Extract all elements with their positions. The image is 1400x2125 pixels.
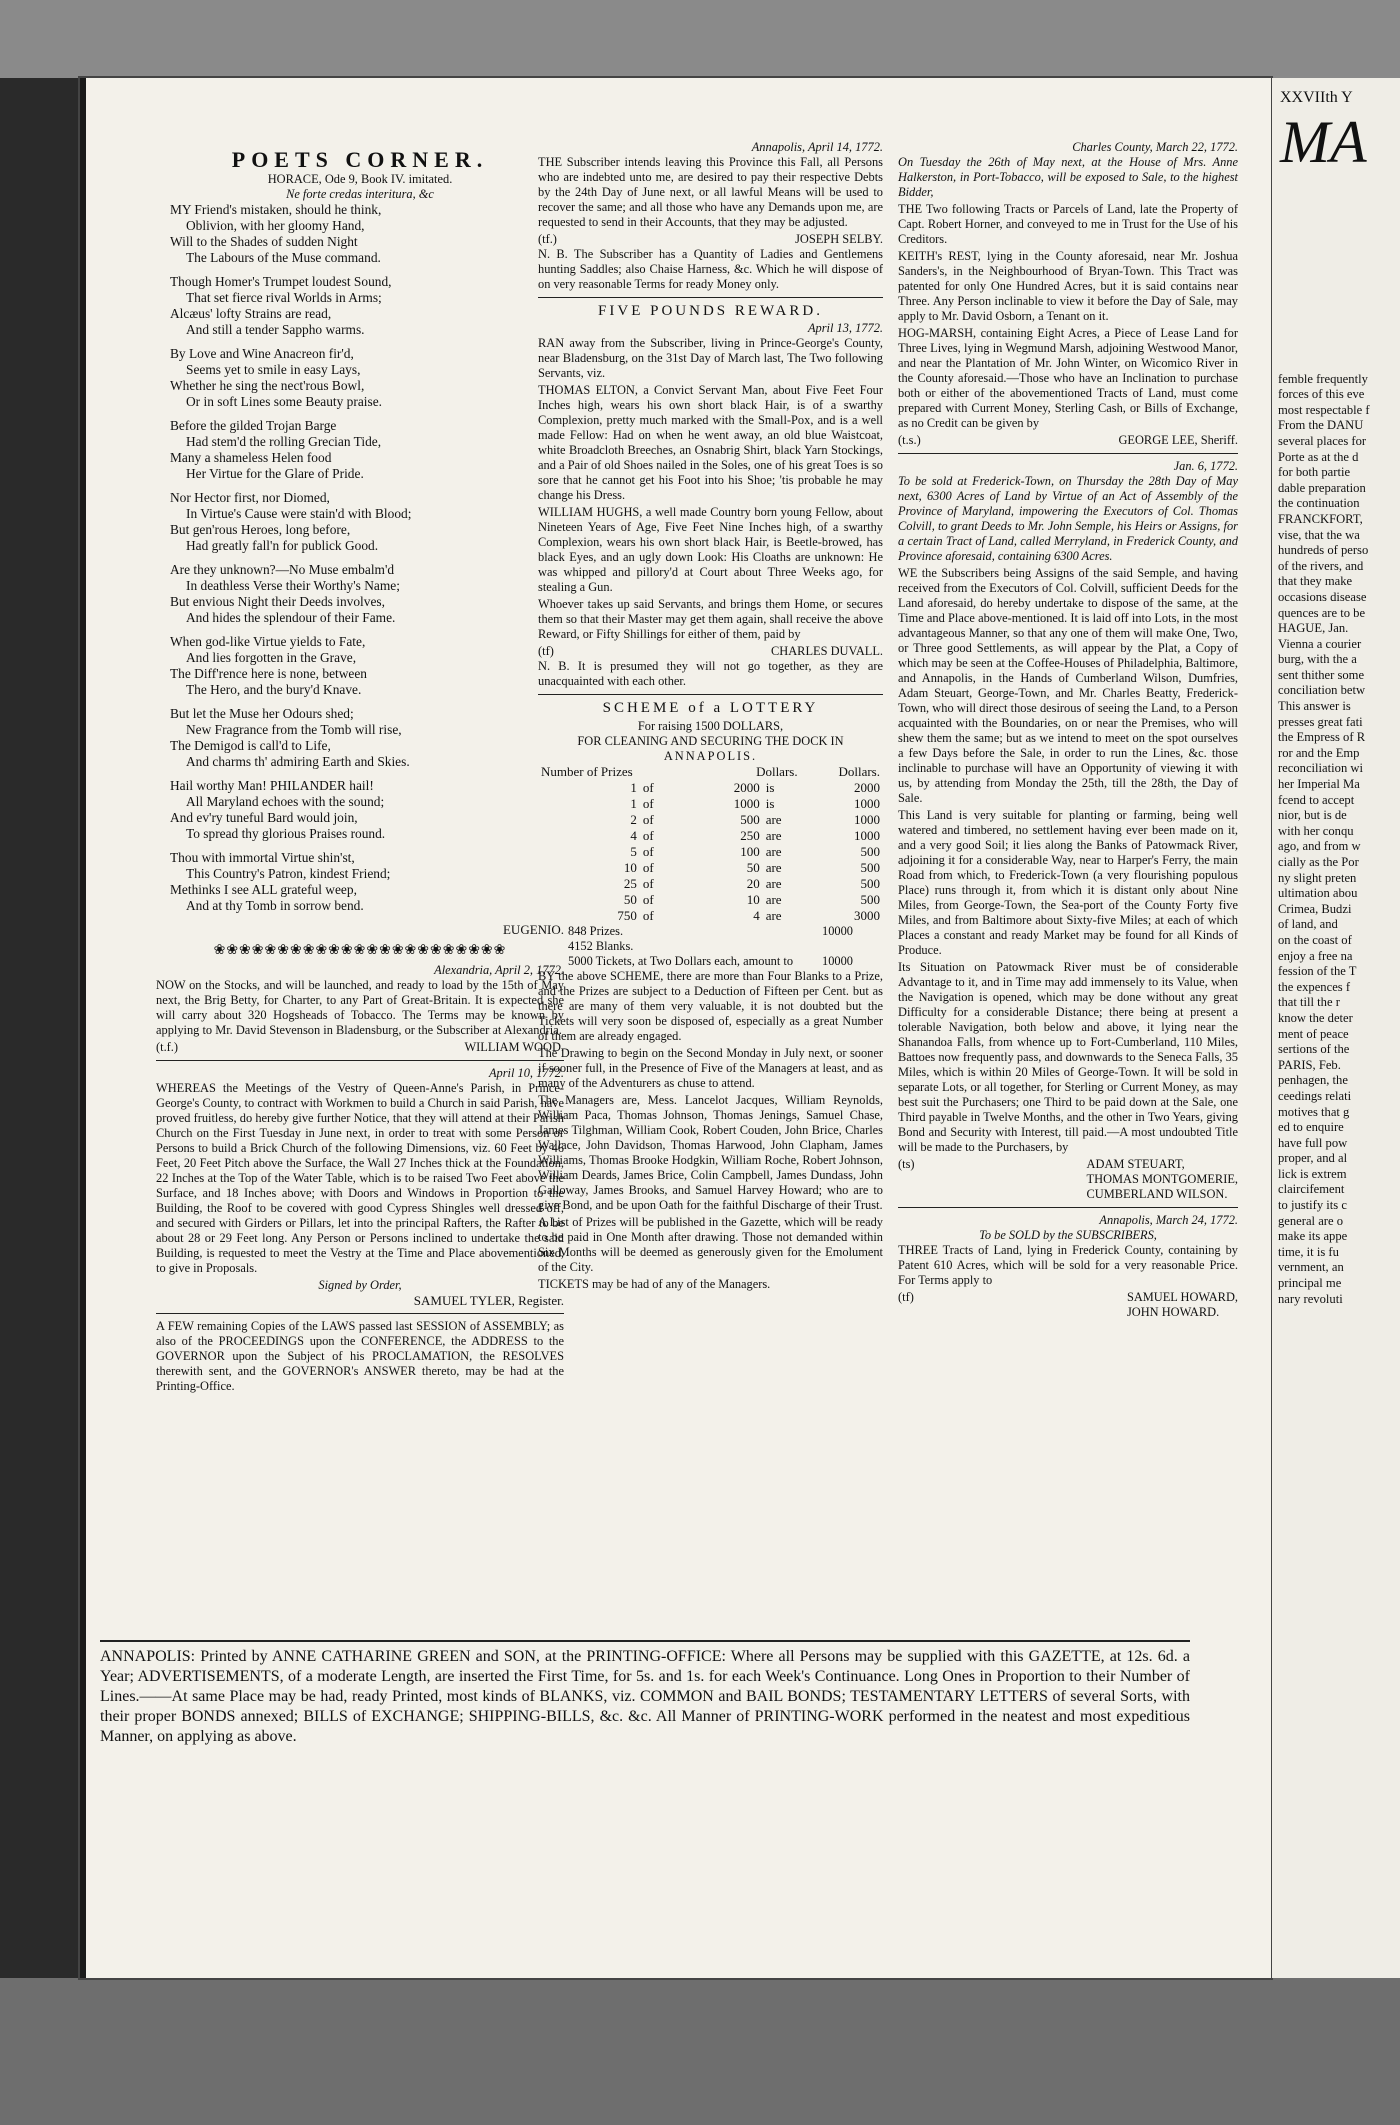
prize-row — [538, 780, 883, 796]
poem-signature: EUGENIO. — [502, 922, 564, 938]
ad-church-signed: Signed by Order, — [318, 1278, 402, 1293]
ad-reward-p1: THOMAS ELTON, a Convict Servant Man, about Five Feet Four Inches high, wears his own short black Hair, is of a swarthy Complexion, pretty much marked with the Small-Pox, and is a well made Fellow: Had on when he went away, an old blue Waistcoat, white Broadcloth Breeches, an Osnabrig Shirt, black Yarn Stockings, and a Pair of old Shoes nailed in the Soles, one of his great Toes is so sore that he cannot get his Foot into his Shoe; 'tis probable he may change his Dress. — [538, 383, 883, 503]
poem-line: And lies forgotten in the Grave, — [186, 650, 357, 666]
ad-reward-dateline: April 13, 1772. — [807, 321, 883, 336]
ad-howard-dateline: Annapolis, March 24, 1772. — [1099, 1213, 1238, 1227]
next-page-line: enjoy a free na — [1278, 948, 1353, 963]
next-page-line: conciliation betw — [1278, 683, 1366, 698]
ad-church-dateline: April 10, 1772. — [488, 1066, 564, 1081]
prize-cell: of — [642, 875, 654, 891]
scan-top-margin — [0, 0, 1400, 78]
lottery-raising: For raising 1500 DOLLARS, — [637, 718, 784, 733]
prize-cell: are — [765, 827, 782, 843]
ad-howard-signature: SAMUEL HOWARD, — [1126, 1290, 1238, 1304]
poem-line: The Labours of the Muse command. — [186, 250, 381, 266]
prize-cell: 100 — [740, 843, 760, 859]
prize-cell: are — [765, 875, 782, 891]
ad-reward-heading: FIVE POUNDS REWARD. — [598, 303, 823, 319]
ad-reward — [538, 303, 883, 689]
next-page-line: ror and the Emp — [1278, 745, 1360, 760]
ad-wood-dateline: Alexandria, April 2, 1772. — [434, 963, 564, 978]
lottery-p2: The Drawing to begin on the Second Monday in July next, or sooner if sooner full, in the Presence of Five of the Managers at least, and as many of the Adventurers as chuse to attend. — [538, 1045, 883, 1090]
next-page-line: HAGUE, Jan. — [1278, 621, 1349, 636]
column-right — [898, 140, 1238, 1320]
poem-stanza — [156, 418, 564, 482]
next-page-line: vernment, an — [1278, 1260, 1344, 1275]
next-page-line: Crimea, Budzi — [1278, 901, 1352, 916]
prize-cell: 10 — [623, 859, 637, 875]
next-page-line: on the coast of — [1278, 932, 1352, 947]
ad-lee-body: On Tuesday the 26th of May next, at the House of Mrs. Anne Halkerston, in Port-Tobacco, will be exposed to Sale, to the highest Bidder, — [898, 155, 1238, 199]
lottery-heading: SCHEME of a LOTTERY — [602, 700, 819, 717]
poem-line: And at thy Tomb in sorrow bend. — [186, 898, 364, 914]
prize-cell: 2 — [630, 811, 637, 827]
prize-cell: 1 — [630, 795, 637, 811]
poem-stanza — [156, 346, 564, 410]
prize-cell: 50 — [623, 891, 637, 907]
next-page-line: quences are to be — [1278, 605, 1366, 620]
poem-stanza — [156, 562, 564, 626]
prize-cell: 250 — [740, 827, 760, 843]
ad-lee-p3: HOG-MARSH, containing Eight Acres, a Piece of Lease Land for Three Lives, lying in Wegmund Marsh, adjoining Westwood Manor, and near the Plantation of Mr. John Winter, on Wicomico River in the County aforesaid.—Those who have an Inclination to purchase both or either of the abovementioned Tracts of Land, must come prepared with Current Money, Sterling Cash, or Bills of Exchange, as no Credit can be given by — [898, 326, 1238, 430]
ad-frederick-signature: CUMBERLAND WILSON. — [1086, 1187, 1228, 1201]
poem-line: To spread thy glorious Praises round. — [186, 826, 386, 842]
poem-line: Though Homer's Trumpet loudest Sound, — [170, 274, 392, 290]
poem-line: The Demigod is call'd to Life, — [170, 738, 331, 754]
prize-cell: 25 — [623, 875, 637, 891]
poets-corner-title: POETS CORNER. — [231, 147, 489, 172]
next-page-line: PARIS, Feb. — [1278, 1057, 1341, 1072]
next-page-line: time, it is fu — [1278, 1244, 1339, 1259]
next-page-line: vise, that the wa — [1278, 527, 1360, 542]
poem-line: But gen'rous Heroes, long before, — [170, 522, 351, 538]
next-page-line: penhagen, the — [1278, 1073, 1348, 1088]
next-page-line: the continuation — [1278, 496, 1360, 511]
rule — [538, 297, 883, 298]
prize-cell: 50 — [746, 859, 760, 875]
next-page-line: have full pow — [1278, 1135, 1348, 1150]
next-page-line: This answer is — [1278, 699, 1351, 714]
next-page-line: fession of the T — [1278, 964, 1357, 979]
ad-lee-p1: THE Two following Tracts or Parcels of Land, late the Property of Capt. Robert Horner, and conveyed to me in Trust for the Use of his Creditors. — [898, 202, 1238, 246]
prize-row — [538, 844, 883, 860]
next-page-line: to justify its c — [1278, 1198, 1347, 1213]
prize-cell: 3000 — [854, 907, 880, 923]
prize-cell: are — [765, 859, 782, 875]
ad-howard-body: THREE Tracts of Land, lying in Frederick County, containing by Patent 610 Acres, which will be sold for a very reasonable Price. For Terms apply to — [898, 1243, 1238, 1287]
ad-frederick-heading: To be sold at Frederick-Town, on Thursday the 28th Day of May next, 6300 Acres of Land by Virtue of an Act of Assembly of the Province of Maryland, impowering the Executors of Col. Thomas Colvill, to grant Deeds to Mr. John Semple, his Heirs or Assigns, for a certain Tract of Land, called Merryland, in Frederick County, and Province aforesaid, containing 6300 Acres. — [898, 474, 1238, 563]
next-page-line: occasions disease — [1278, 589, 1367, 604]
ad-selby-body: THE Subscriber intends leaving this Province this Fall, all Persons who are indebted unto me, are desired to pay their respective Debts by the 24th Day of June next, or all lawful Means will be used to recover the same; and all those who have any Demands upon me, are requested to send in their Accounts, that they may be adjusted. — [538, 155, 883, 229]
prize-cell: 2000 — [733, 779, 760, 795]
ad-frederick-signature: THOMAS MONTGOMERIE, — [1086, 1172, 1238, 1186]
ad-wood-signature: WILLIAM WOOD. — [464, 1040, 564, 1055]
next-page-line: sent thither some — [1278, 667, 1365, 682]
poem-line: Hail worthy Man! PHILANDER hail! — [170, 778, 374, 794]
next-page-line: nary revoluti — [1278, 1291, 1343, 1306]
next-page-line: ed to enquire — [1278, 1120, 1344, 1135]
ad-frederick-dateline: Jan. 6, 1772. — [1173, 459, 1238, 473]
prize-row — [538, 860, 883, 876]
ad-wood — [156, 963, 564, 1055]
poem-line: And charms th' admiring Earth and Skies. — [186, 754, 410, 770]
prize-cell: are — [765, 907, 782, 923]
prize-cell: 1000 — [854, 811, 880, 827]
next-page-line: make its appe — [1278, 1229, 1348, 1244]
ad-frederick-p1: WE the Subscribers being Assigns of the said Semple, and having received from the Executors of Col. Colvill, sufficient Deeds for the Land aforesaid, do hereby undertake to dispose of the same, at the Time and Place above-mentioned. It is laid off into Lots, in the most advantageous Manner, so that any one of them will make One, Two, or Three good Settlements, as will appear by the Plat, a Copy of which may be seen at the Coffee-Houses of Philadelphia, Baltimore, and Annapolis, in the Hands of Cumberland Wilson, Dumfries, Adam Steuart, George-Town, and Mr. Charles Beatty, Frederick-Town, who will direct those desirous of seeing the Land, to a Person acquainted with the Boundaries, on or near the Premises, who will shew them the same; but as we intend to meet on the spot ourselves a few Days before the Sale, in order to run the Lines, &c. those inclinable to purchase will have an Opportunity of viewing it with us, by attending from Monday the 25th, till the 28th, the Day of Sale. — [898, 566, 1238, 805]
poem-line: New Fragrance from the Tomb will rise, — [186, 722, 402, 738]
next-page-line: with her conqu — [1278, 823, 1354, 838]
prize-cell: 5 — [630, 843, 637, 859]
ad-howard-tag: (tf) — [898, 1290, 914, 1304]
next-page-line: principal me — [1278, 1276, 1342, 1291]
poem-line: But envious Night their Deeds involves, — [170, 594, 385, 610]
next-page-masthead: MA — [1280, 108, 1367, 175]
prize-cell: 4 — [630, 827, 637, 843]
next-page-line: dable preparation — [1278, 480, 1366, 495]
prize-cell: of — [642, 891, 654, 907]
poem-line: Whether he sing the nect'rous Bowl, — [170, 378, 365, 394]
ad-selby — [538, 140, 883, 292]
ad-selby-signature: JOSEPH SELBY. — [795, 232, 883, 246]
prize-cell: 500 — [860, 875, 880, 891]
prize-row — [538, 908, 883, 924]
ad-frederick-p2: This Land is very suitable for planting or farming, being well watered and timbered, no settlement having ever been made on it, and a very good Soil; it lies along the Banks of Patowmack River, adjoining it for a considerable Way, near to Harper's Ferry, the main Road from which, to Frederick-Town (a very flourishing populous Place) runs through it, from which it is distant only about Nine Miles, from George-Town, the Sea-port of the County Forty five Miles, and from Baltimore about Sixty-five Miles; at each of which Places a constant and ready Market may be found for all Kinds of Produce. — [898, 808, 1238, 957]
col-header-prizes: Number of Prizes — [541, 763, 633, 779]
next-page-line: claircifement — [1278, 1182, 1345, 1197]
poem-line: The Diff'rence here is none, between — [170, 666, 367, 682]
lottery-place: ANNAPOLIS. — [663, 748, 758, 763]
next-page-line: FRANCKFORT, — [1278, 511, 1363, 526]
next-page-line: ment of peace — [1278, 1026, 1349, 1041]
poem-line: Many a shameless Helen food — [170, 450, 332, 466]
ad-church — [156, 1066, 564, 1308]
next-page-line: ceedings relati — [1278, 1088, 1352, 1103]
column-middle — [538, 140, 883, 1294]
ad-church-body: WHEREAS the Meetings of the Vestry of Queen-Anne's Parish, in Prince-George's County, to contract with Workmen to build a Church in said Parish, have proved fruitless, do hereby give further Notice, that they will attend at their Parish Church on the First Tuesday in June next, in order to treat with some Person or Persons to build a Brick Church of the following Dimensions, viz. 60 Feet by 46 Feet, 20 Feet Pitch above the Surface, the Wall 27 Inches thick at the Foundation, 22 Inches at the Top of the Water Table, which is to be raised Two Feet above the Surface, and 18 Inches above; with Doors and Windows in Proportion to the Building, the Roof to be covered with good Cypress Shingles well dressed off, and secured with Girders or Pillars, let into the principal Rafters, the Rafter to be about 28 or 29 Feet long. Any Person or Persons inclined to undertake the said Building, is requested to meet the Vestry at the Time and Place abovementioned, to give in Proposals. — [156, 1081, 564, 1276]
ad-lee-signature: GEORGE LEE, Sheriff. — [1118, 433, 1238, 447]
poem-stanza — [156, 634, 564, 698]
poem-line: But let the Muse her Odours shed; — [170, 706, 354, 722]
ad-frederick — [898, 459, 1238, 1202]
ad-howard — [898, 1213, 1238, 1320]
poem-stanza — [156, 850, 564, 914]
next-page-line: Porte as at the d — [1278, 449, 1359, 464]
poem-line: In Virtue's Cause were stain'd with Blood; — [186, 506, 412, 522]
poem-line: That set fierce rival Worlds in Arms; — [186, 290, 382, 306]
ad-laws — [156, 1319, 564, 1394]
prize-row — [538, 892, 883, 908]
rule — [898, 1207, 1238, 1208]
poem-line: Oblivion, with her gloomy Hand, — [186, 218, 365, 234]
tickets-line: 5000 Tickets, at Two Dollars each, amount to — [568, 953, 794, 968]
ad-howard-signature: JOHN HOWARD. — [1126, 1305, 1220, 1319]
poem-line: The Hero, and the bury'd Knave. — [186, 682, 362, 698]
ad-lee-dateline: Charles County, March 22, 1772. — [1072, 140, 1238, 154]
lottery-p5: TICKETS may be had of any of the Managers. — [538, 1276, 771, 1291]
lottery-p3: The Managers are, Mess. Lancelot Jacques, William Reynolds, William Paca, Thomas Johnson, Thomas Jenings, Samuel Chase, James Tilghman, William Cook, Robert Couden, John Brice, Charles Wallace, John Davidson, Thomas Harwood, John Clapham, James Williams, Thomas Brooke Hodgkin, William Roche, Robert Johnson, William Deards, James Brice, Colin Campbell, James Dundass, John Galloway, James Brooks, and Samuel Harvey Howard; who are to give Bond, and be upon Oath for the faithful Discharge of their Trust. — [538, 1092, 883, 1212]
ad-wood-body: NOW on the Stocks, and will be launched, and ready to load by the 15th of May next, the Brig Betty, for Charter, to any Part of Great-Britain. It is expected she will carry about 320 Hogsheads of Tobacco. The Terms may be known by applying to Mr. David Stevenson in Bladensburg, or the Subscriber at Alexandria. — [156, 978, 564, 1038]
next-page-line: forces of this eve — [1278, 387, 1365, 402]
next-page-line: that till the r — [1278, 995, 1340, 1010]
prize-cell: of — [642, 795, 654, 811]
next-page-line: femble frequently — [1278, 371, 1368, 386]
poem-line: And hides the splendour of their Fame. — [186, 610, 396, 626]
next-page-line: reconciliation wi — [1278, 761, 1363, 776]
prize-cell: are — [765, 843, 782, 859]
prize-cell: 2000 — [854, 779, 880, 795]
poem-line: MY Friend's mistaken, should he think, — [170, 202, 382, 218]
prize-cell: 750 — [617, 907, 637, 923]
poem-line: This Country's Patron, kindest Friend; — [186, 866, 391, 882]
poem-epigraph: Ne forte credas interitura, &c — [286, 187, 434, 202]
poem-line: In deathless Verse their Worthy's Name; — [186, 578, 400, 594]
prize-cell: are — [765, 891, 782, 907]
lottery-p4: A List of Prizes will be published in the Gazette, which will be ready to be paid in One Month after drawing. Those not demanded within Six Months will be deemed as generously given for the Emolument of the City. — [538, 1214, 883, 1274]
rule — [538, 694, 883, 695]
col-header-total: Dollars. — [838, 763, 880, 779]
prize-cell: 500 — [860, 891, 880, 907]
poem-subtitle: HORACE, Ode 9, Book IV. imitated. — [267, 172, 453, 187]
prize-row — [538, 876, 883, 892]
poem-line: Had stem'd the rolling Grecian Tide, — [186, 434, 382, 450]
prize-cell: of — [642, 859, 654, 875]
poem-stanza — [156, 274, 564, 338]
prize-cell: of — [642, 843, 654, 859]
ad-church-signature: SAMUEL TYLER, Register. — [413, 1293, 564, 1309]
next-page-line: most respectable f — [1278, 402, 1370, 417]
prizes-total: 848 Prizes. — [568, 923, 624, 938]
imprint-text: ANNAPOLIS: Printed by ANNE CATHARINE GREEN and SON, at the PRINTING-OFFICE: Where all Persons may be supplied with this GAZETTE, at 12s. 6d. a Year; ADVERTISEMENTS, of a moderate Length, are inserted the First Time, for 5s. and 1s. for each Week's Continuance. Long Ones in Proportion to their Number of Lines.——At same Place may be had, ready Printed, most kinds of BLANKS, viz. COMMON and BAIL BONDS; TESTAMENTARY LETTERS of several Sorts, with their proper BONDS annexed; BILLS of EXCHANGE; SHIPPING-BILLS, &c. &c. All Manner of PRINTING-WORK performed in the neatest and most expeditious Manner, on applying as above. — [100, 1648, 1190, 1745]
ad-reward-intro: RAN away from the Subscriber, living in Prince-George's County, near Bladensburg, on the 31st Day of March last, The Two following Servants, viz. — [538, 336, 883, 381]
column-left — [156, 140, 564, 1396]
ad-frederick-signature: ADAM STEUART, — [1086, 1157, 1185, 1171]
prize-cell: 1000 — [733, 795, 760, 811]
prize-cell: 500 — [740, 811, 760, 827]
next-page-line: From the DANU — [1278, 418, 1364, 433]
rule — [156, 1313, 564, 1314]
prize-cell: 4 — [753, 907, 760, 923]
ad-selby-nb: N. B. The Subscriber has a Quantity of Ladies and Gentlemens hunting Saddles; also Chaise Harness, &c. Which he will dispose of on very reasonable Terms for ready Money only. — [538, 247, 883, 291]
next-page-line: the expences f — [1278, 979, 1351, 994]
rule — [898, 453, 1238, 454]
poem-line: Alcæus' lofty Strains are read, — [170, 306, 332, 322]
ad-reward-p2: WILLIAM HUGHS, a well made Country born young Fellow, about Nineteen Years of Age, Five Feet Nine Inches high, of a swarthy Complexion, wears his own short black Hair, is Beetle-browed, has black Eyes, and an ugly down Look: His Cloaths are unknown: He was whipped and pillory'd at Court about Three Weeks ago, for stealing a Gun. — [538, 505, 883, 595]
prizes-sum: 10000 — [822, 923, 853, 938]
prize-cell: 20 — [746, 875, 760, 891]
next-page-line: several places for — [1278, 433, 1367, 448]
poem-line: All Maryland echoes with the sound; — [186, 794, 385, 810]
adjacent-page — [1272, 78, 1400, 1978]
prize-cell: are — [765, 811, 782, 827]
poem-stanza — [156, 706, 564, 770]
ad-frederick-tag: (ts) — [898, 1157, 915, 1171]
next-page-line: sertions of the — [1278, 1042, 1350, 1057]
next-page-line: know the deter — [1278, 1010, 1353, 1025]
poem-line: Had greatly fall'n for publick Good. — [186, 538, 379, 554]
ad-selby-tag: (tf.) — [538, 232, 557, 246]
next-page-line: ny slight preten — [1278, 870, 1357, 885]
next-page-line: cially as the Por — [1278, 855, 1359, 869]
prize-cell: is — [765, 779, 775, 795]
ad-lee-p2: KEITH's REST, lying in the County aforesaid, near Mr. Joshua Sanders's, in the Neighbourhood of Bryan-Town. This Tract was patented for only One Hundred Acres, but it is said contains near Three. Any Person inclinable to view it before the Day of Sale, may apply to Mr. David Osborn, a Tenant on it. — [898, 249, 1238, 323]
next-page-line: presses great fati — [1278, 714, 1363, 729]
poem-line: Methinks I see ALL grateful weep, — [170, 882, 357, 898]
poem-stanza — [156, 202, 564, 266]
ad-laws-body: A FEW remaining Copies of the LAWS passed last SESSION of ASSEMBLY; as also of the PROCEEDINGS upon the CONFERENCE, the ADDRESS to the GOVERNOR upon the Subject of his PROCLAMATION, the RESOLVES therewith sent, and the GOVERNOR's ANSWER thereto, may be had at the Printing-Office. — [156, 1319, 564, 1394]
poem-line: Seems yet to smile in easy Lays, — [186, 362, 361, 378]
next-page-line: Vienna a courier — [1278, 636, 1362, 651]
lottery-p1: BY the above SCHEME, there are more than Four Blanks to a Prize, and the Prizes are subject to a Deduction of Fifteen per Cent. but as there are many of them very valuable, it is not doubted but the Tickets will very soon be disposed of, especially as a great Number of them are already engaged. — [538, 968, 883, 1043]
poem-line: Before the gilded Trojan Barge — [170, 418, 337, 434]
prize-cell: of — [642, 811, 654, 827]
ad-selby-dateline: Annapolis, April 14, 1772. — [751, 140, 883, 154]
next-page-line: lick is extrem — [1278, 1166, 1347, 1181]
next-page-line: proper, and al — [1278, 1151, 1348, 1166]
lottery-scheme — [538, 700, 883, 1291]
next-page-header: XXVIIth Y — [1280, 89, 1353, 106]
col-header-dollars: Dollars. — [756, 763, 798, 779]
next-page-column — [1278, 372, 1400, 1308]
prize-cell: of — [642, 827, 654, 843]
tickets-sum: 10000 — [822, 953, 853, 968]
poem-line: And ev'ry tuneful Bard would join, — [170, 810, 358, 826]
next-page-line: general are o — [1278, 1213, 1344, 1228]
prize-cell: 1000 — [854, 827, 880, 843]
next-page-line: for both partie — [1278, 465, 1351, 480]
next-page-line: motives that g — [1278, 1104, 1350, 1119]
blanks-count: 4152 Blanks. — [568, 938, 634, 953]
printer-imprint — [100, 1635, 1190, 1747]
poem-line: Or in soft Lines some Beauty praise. — [186, 394, 382, 410]
prize-cell: of — [642, 907, 654, 923]
prize-table — [538, 764, 883, 924]
next-page-line: nior, but is de — [1278, 808, 1347, 823]
poem-line: Nor Hector first, nor Diomed, — [170, 490, 330, 506]
ad-reward-nb: N. B. It is presumed they will not go together, as they are unacquainted with each other. — [538, 659, 883, 689]
next-page-line: of land, and — [1278, 917, 1338, 932]
next-page-line: of the rivers, and — [1278, 558, 1364, 573]
ad-wood-tag: (t.f.) — [156, 1040, 179, 1055]
prize-row — [538, 812, 883, 828]
prize-cell: is — [765, 795, 775, 811]
poem-line: And still a tender Sappho warms. — [186, 322, 365, 338]
ad-lee-tag: (t.s.) — [898, 433, 921, 447]
prize-cell: 1 — [630, 779, 637, 795]
poem-line: Will to the Shades of sudden Night — [170, 234, 358, 250]
next-page-line: the Empress of R — [1278, 730, 1366, 745]
prize-cell: 500 — [860, 843, 880, 859]
prize-cell: 1000 — [854, 795, 880, 811]
poem-stanza — [156, 778, 564, 842]
next-page-line: her Imperial Ma — [1278, 777, 1360, 792]
rule — [156, 1060, 564, 1061]
poem-line: Are they unknown?—No Muse embalm'd — [170, 562, 395, 578]
ad-reward-tag: (tf) — [538, 644, 554, 659]
poem-line: Thou with immortal Virtue shin'st, — [170, 850, 355, 866]
rule — [100, 1640, 1190, 1642]
ornament-divider: ❀❀❀❀❀❀❀❀❀❀❀❀❀❀❀❀❀❀❀❀❀❀❀ — [213, 942, 507, 958]
ad-lee — [898, 140, 1238, 448]
poem-stanza — [156, 490, 564, 554]
ad-howard-heading: To be SOLD by the SUBSCRIBERS, — [979, 1228, 1157, 1242]
ad-reward-signature: CHARLES DUVALL. — [771, 644, 883, 659]
next-page-line: ultimation abou — [1278, 886, 1358, 901]
poem-line: By Love and Wine Anacreon fir'd, — [170, 346, 354, 362]
prize-row — [538, 828, 883, 844]
next-page-line: that they make — [1278, 574, 1353, 589]
poem-line: When god-like Virtue yields to Fate, — [170, 634, 366, 650]
next-page-line: hundreds of perso — [1278, 543, 1369, 558]
scan-bottom-margin — [0, 1978, 1400, 2125]
poem-line: Her Virtue for the Glare of Pride. — [186, 466, 364, 482]
next-page-line: burg, with the a — [1278, 652, 1357, 667]
lottery-purpose: FOR CLEANING AND SECURING THE DOCK IN — [577, 733, 844, 748]
prize-cell: 500 — [860, 859, 880, 875]
ad-reward-p3: Whoever takes up said Servants, and brings them Home, or secures them so that their Master may get them again, shall receive the above Reward, or Fifty Shillings for either of them, paid by — [538, 597, 883, 642]
ad-frederick-p3: Its Situation on Patowmack River must be of considerable Advantage to it, and in Time may add immensely to its Value, when the Navigation is opened, which may be done without any great Difficulty for a considerable Distance; there being at present a tolerable Navigation, both below and above, it lying near the Shanandoa Falls, from whence up to Fort-Cumberland, 110 Miles, Battoes now frequently pass, and downwards to the Seneca Falls, 35 Miles, which is within 20 Miles of George-Town. It will be sold in separate Lots, or all together, for Sterling or Current Money, as may best suit the Purchasers; one Third to be paid down at the Sale, one Third payable in Twelve Months, and the other in Two Years, giving Bond and Security with Interest, till paid.—A most undoubted Title will be made to the Purchasers, by — [898, 960, 1238, 1154]
prize-cell: 10 — [746, 891, 760, 907]
poem-body — [156, 202, 564, 914]
prize-row — [538, 796, 883, 812]
next-page-line: ago, and from w — [1278, 839, 1361, 854]
prize-cell: of — [642, 779, 654, 795]
next-page-line: fcend to accept — [1278, 792, 1355, 807]
